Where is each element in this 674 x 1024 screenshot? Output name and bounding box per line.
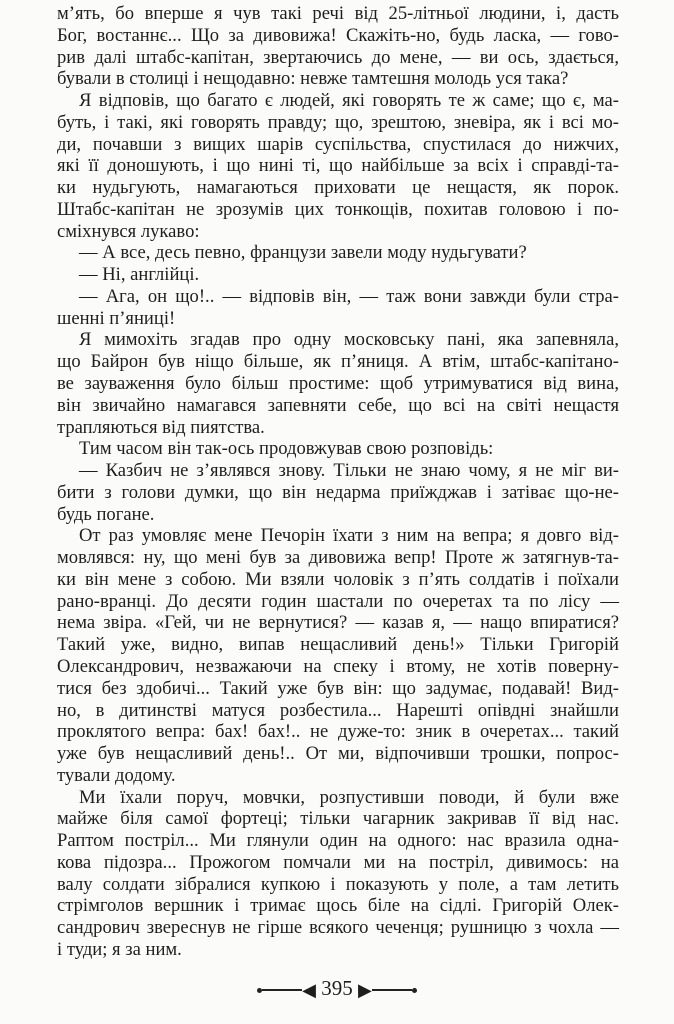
text-line: м’ять, бо вперше я чув такі речі від 25-літньої людини, і, дасть: [57, 3, 619, 24]
text-line: — Ні, англійці.: [79, 264, 200, 286]
text-line: і туди; я за ним.: [57, 938, 182, 960]
text-line: ки він мене з собою. Ми взяли чоловік з п’ять солдатів і поїхали: [57, 568, 619, 590]
text-line: Раптом постріл... Ми глянули один на одного: нас вразила одна-: [57, 830, 619, 852]
paragraph: [57, 264, 619, 286]
paragraph: [57, 90, 619, 242]
text-line: стрімголов вершник і тримає щось біле на сідлі. Григорій Олек-: [57, 895, 619, 917]
ornament-line-right: [372, 989, 412, 991]
paragraph: [57, 329, 619, 438]
text-line: уже був нещасливий день!.. От ми, відпочивши трошки, попрос-: [57, 743, 619, 765]
text-line: проклятого вепра: бах! бах!.. не дуже-то: зник в очеретах... такий: [57, 721, 619, 743]
text-line: будь погане.: [57, 503, 155, 525]
text-line: рано-вранці. До десяти годин шастали по очеретах та по лісу —: [57, 590, 619, 612]
text-line: Я мимохіть згадав про одну московську пані, яка запевняла,: [79, 329, 619, 351]
body-text: [57, 3, 619, 961]
text-line: — Казбич не з’являвся знову. Тільки не знаю чому, я не міг ви-: [79, 460, 619, 482]
text-line: — А все, десь певно, французи завели моду нудьгувати?: [79, 242, 527, 264]
text-line: трапляються від пиятства.: [57, 416, 265, 438]
text-line: тися без здобичі... Такий уже був він: що задумає, подавай! Вид-: [57, 677, 619, 699]
text-line: мовлявся: ну, що мені був за дивовижа вепр! Проте ж затягнув-та-: [57, 547, 619, 569]
paragraph: [57, 460, 619, 525]
text-line: кова підозра... Прожогом помчали ми на постріл, дивимось: на: [57, 851, 619, 873]
text-line: які її доношують, і що нині ті, що найбільше за всіх і справді-та-: [57, 155, 619, 177]
paragraph: [57, 438, 619, 460]
text-line: валу солдати зібралися купкою і показують у поле, а там летить: [57, 873, 619, 895]
text-line: сміхнувся лукаво:: [57, 220, 200, 242]
text-line: От раз умовляє мене Печорін їхати з ним на вепра; я довго від-: [79, 525, 619, 547]
text-line: сандрович звереснув не гірше всякого чеченця; рушницю з чохла —: [57, 917, 619, 939]
paragraph: [57, 242, 619, 264]
text-line: що Байрон був ніщо більше, як п’яниця. А втім, штабс-капітано-: [57, 351, 619, 373]
paragraph: [57, 787, 619, 961]
text-line: ди, почавши з вищих шарів суспільства, спустилася до нижчих,: [57, 133, 619, 155]
text-line: — Ага, он що!.. — відповів він, — таж вони завжди були стра-: [79, 285, 619, 307]
paragraph: [57, 3, 619, 90]
ornament-line-left: [262, 989, 302, 991]
paragraph: [57, 525, 619, 786]
page-number: 395: [321, 976, 353, 1000]
text-line: Тим часом він так-ось продовжував свою розповідь:: [79, 438, 494, 460]
text-line: Ми їхали поруч, мовчки, розпустивши поводи, й були вже: [79, 786, 619, 808]
text-line: ки нудьгують, намагаються приховати це нещастя, як порок.: [57, 177, 619, 199]
text-line: нема звіра. «Гей, чи не вернутися? — казав я, — нащо впиратися?: [57, 612, 619, 634]
text-line: рив далі штабс-капітан, звертаючись до мене, — ви ось, здається,: [57, 46, 619, 68]
text-line: бували в столиці і нещодавно: невже тамтешня молодь уся така?: [57, 68, 569, 90]
text-line: Бог, востаннє... Що за дивовижа! Скажіть-но, будь ласка, — гово-: [57, 24, 619, 46]
text-line: но, в дитинстві матуся розбестила... Нарешті опівдні знайшли: [57, 699, 619, 721]
text-line: шенні п’яниці!: [57, 307, 176, 329]
text-line: Я відповів, що багато є людей, які говорять те ж саме; що є, ма-: [79, 90, 619, 112]
ornament-arrow-left: ◀: [302, 980, 316, 1001]
text-line: Олександрович, незважаючи на спеку і втому, не хотів поверну-: [57, 655, 619, 677]
page-footer: [0, 975, 674, 1003]
text-line: майже біля самої фортеці; тільки чагарник закривав її від нас.: [57, 808, 619, 830]
ornament-arrow-right: ▶: [358, 980, 372, 1001]
text-line: бити з голови думки, що він недарма приїжджав і затіває що-не-: [57, 481, 619, 503]
text-line: буть, і такі, які говорять правду; що, зрештою, зневіра, як і всі мо-: [57, 111, 619, 133]
text-line: він звичайно намагався запевняти себе, що всі на світі нещастя: [57, 394, 619, 416]
paragraph: [57, 286, 619, 330]
text-line: тували додому.: [57, 764, 176, 786]
text-line: Штабс-капітан не зрозумів цих тонкощів, похитав головою і по-: [57, 198, 619, 220]
text-line: Такий уже, видно, випав нещасливий день!» Тільки Григорій: [57, 634, 619, 656]
text-line: ве зауваження було більш простиме: щоб утримуватися від вина,: [57, 373, 619, 395]
ornament-dot-right: [412, 988, 417, 993]
